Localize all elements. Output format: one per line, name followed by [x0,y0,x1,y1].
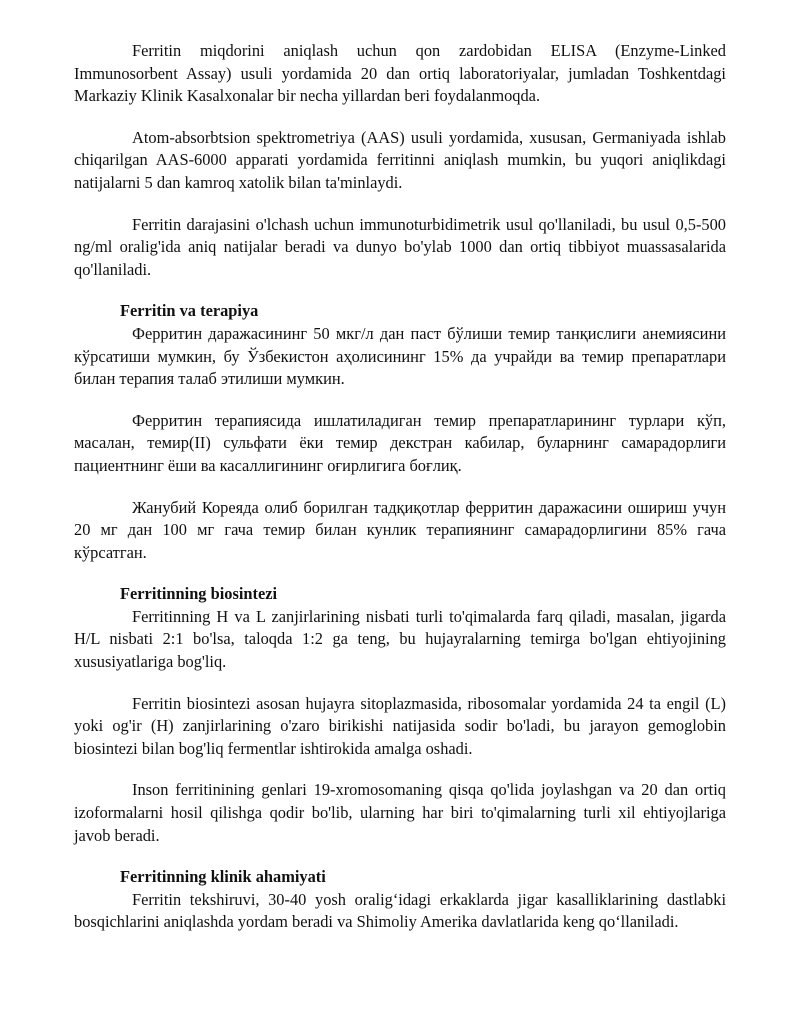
paragraph-therapy-3: Жанубий Кореяда олиб борилган тадқиқотлар ферритин даражасини ошириш учун 20 мг дан 100 мг гача темир билан кунлик терапиянинг самарадорлигини 85% гача кўрсатган. [74,497,726,562]
paragraph-clinical-1: Ferritin tekshiruvi, 30-40 yosh oralig‘idagi erkaklarda jigar kasalliklarining dastlabki bosqichlarini aniqlashda yordam beradi va Shimoliy Amerika davlatlarida keng qo‘llaniladi. [74,889,726,932]
heading-biosynthesis: Ferritinning biosintezi [120,584,278,604]
paragraph-biosynthesis-1: Ferritinning H va L zanjirlarining nisbati turli to'qimalarda farq qiladi, masalan, jigarda H/L nisbati 2:1 bo'lsa, taloqda 1:2 ga teng, bu hujayralarning temirga bo'lgan ehtiyojining xususiyatlariga bog'liq. [74,606,726,672]
paragraph-therapy-2: Ферритин терапиясида ишлатиладиган темир препаратларининг турлари кўп, масалан, темир(II) сульфати ёки темир декстран кабилар, буларнинг самарадорлиги пациентнинг ёши ва касаллигининг оғирлигига боғлиқ. [74,410,726,475]
heading-therapy: Ferritin va terapiya [120,301,259,321]
heading-clinical: Ferritinning klinik ahamiyati [120,867,326,887]
document-page [74,40,726,934]
paragraph-biosynthesis-3: Inson ferritinining genlari 19-xromosomaning qisqa qo'lida joylashgan va 20 dan ortiq izoformalarni hosil qilishga qodir bo'lib, ularning har biri to'qimalarning turli xil ehtiyojlariga javob beradi. [74,780,726,845]
paragraph-biosynthesis-2: Ferritin biosintezi asosan hujayra sitoplazmasida, ribosomalar yordamida 24 ta engil (L) yoki og'ir (H) zanjirlarining o'zaro birikishi natijasida sodir bo'ladi, bu jarayon gemoglobin biosintezi bilan bog'liq fermentlar ishtirokida amalga oshadi. [74,693,726,758]
paragraph-immunoturbidimetric: Ferritin darajasini o'lchash uchun immunoturbidimetrik usul qo'llaniladi, bu usul 0,5-500 ng/ml oralig'ida aniq natijalar beradi va dunyo bo'ylab 1000 dan ortiq tibbiyot muassasalarida qo'llaniladi. [74,214,726,279]
paragraph-elisa: Ferritin miqdorini aniqlash uchun qon zardobidan ELISA (Enzyme-Linked Immunosorbent Assay) usuli yordamida 20 dan ortiq laboratoriyalar, jumladan Toshkentdagi Markaziy Klinik Kasalxonalar bir necha yillardan beri foydalanmoqda. [74,41,726,106]
paragraph-therapy-1: Ферритин даражасининг 50 мкг/л дан паст бўлиши темир танқислиги анемиясини кўрсатиши мумкин, бу Ўзбекистон аҳолисининг 15% да учрайди ва темир препаратлари билан терапия талаб этилиши мумкин. [74,323,726,389]
paragraph-aas: Atom-absorbtsion spektrometriya (AAS) usuli yordamida, xususan, Germaniyada ishlab chiqarilgan AAS-6000 apparati yordamida ferritinni aniqlash mumkin, bu yuqori aniqlikdagi natijalarni 5 dan kamroq xatolik bilan ta'minlaydi. [74,127,726,192]
